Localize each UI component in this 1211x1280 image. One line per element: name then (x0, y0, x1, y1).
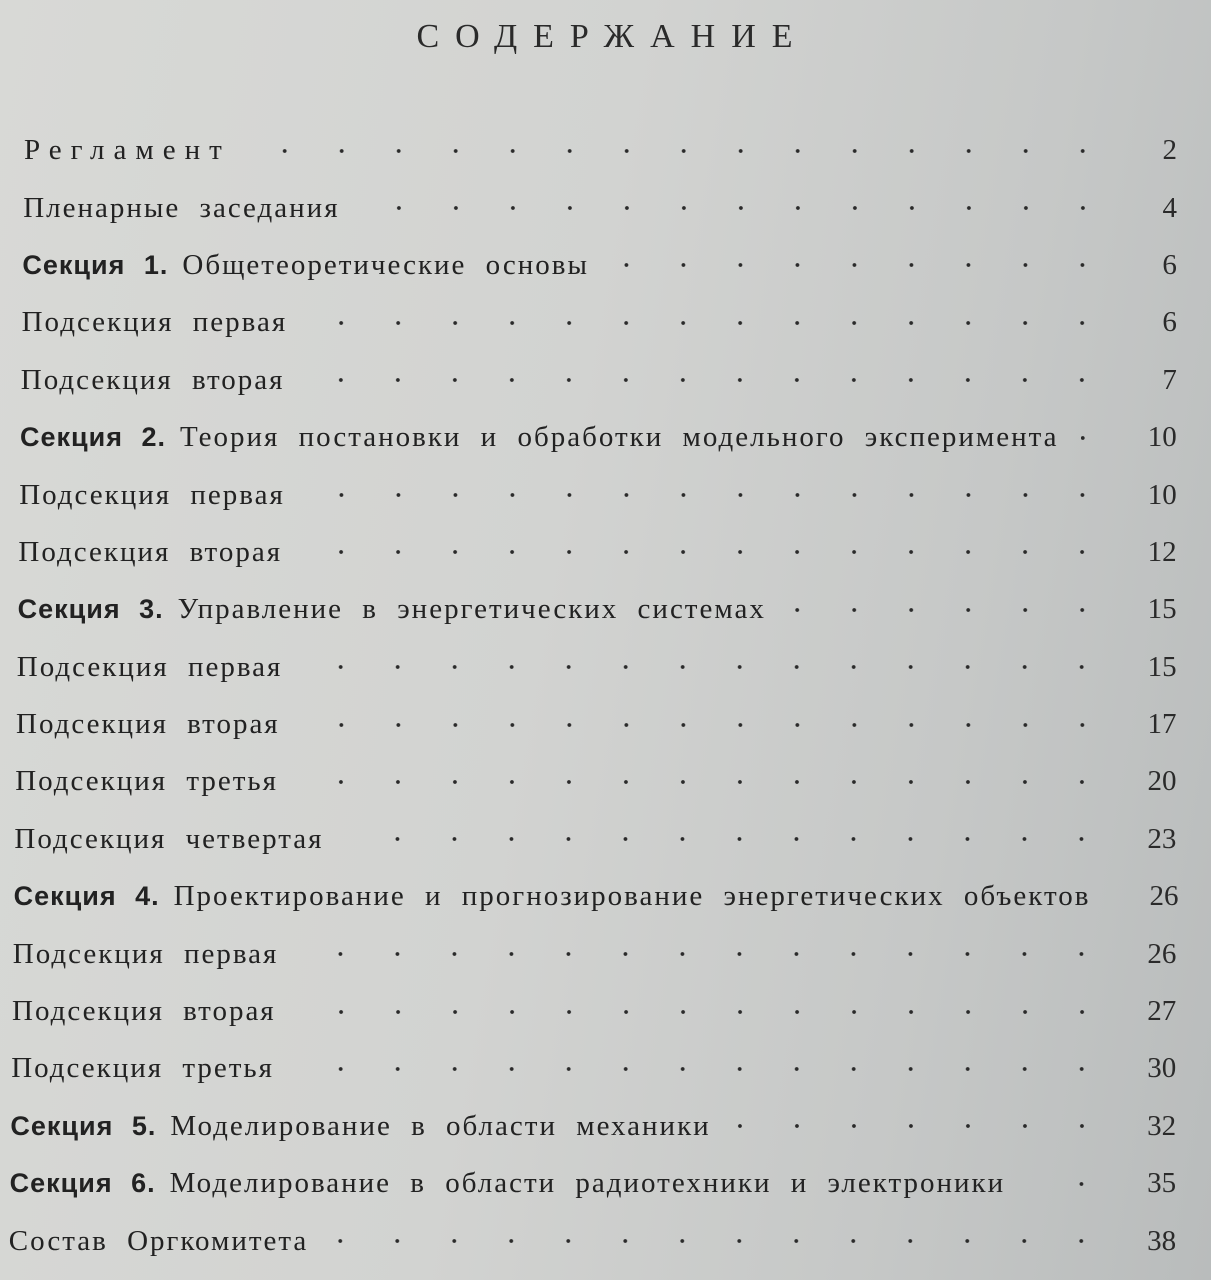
dot-leader (1081, 435, 1111, 441)
toc-entry-label (12, 995, 276, 1028)
toc-entry-label (22, 306, 288, 339)
toc-section-number: Секция 1. (22, 249, 169, 280)
toc-page-number: 12 (1147, 535, 1177, 568)
toc-entry-label (16, 708, 280, 741)
toc-entry (0, 1098, 1211, 1155)
toc-page-number: 15 (1147, 593, 1177, 626)
toc-page-number: 38 (1147, 1224, 1177, 1257)
toc-entry-title: Подсекция первая (12, 937, 279, 970)
toc-entry-label (23, 192, 339, 225)
toc-entry (0, 868, 1211, 925)
toc-page-number: 2 (1162, 134, 1177, 167)
dot-leader (298, 1009, 1111, 1015)
toc-section-number: Секция 5. (10, 1110, 157, 1141)
toc-entry (0, 1040, 1211, 1097)
toc-page-number: 32 (1147, 1109, 1177, 1142)
toc-entry-label (11, 1052, 274, 1085)
toc-page-number: 15 (1147, 650, 1177, 683)
toc-entry-title: Подсекция первая (16, 650, 283, 683)
toc-entry-title: Подсекция третья (15, 765, 279, 798)
toc-entry (0, 179, 1211, 236)
dot-leader (733, 1123, 1110, 1129)
dot-leader (307, 492, 1111, 498)
toc-entry-title: Состав Оргкомитета (8, 1224, 309, 1257)
toc-page-number: 17 (1147, 708, 1177, 741)
dot-leader (296, 1066, 1110, 1072)
toc-page-number: 7 (1162, 363, 1177, 396)
toc-section-number: Секция 3. (17, 594, 164, 625)
toc-entry-label (10, 1167, 1006, 1200)
toc-entry-label (18, 593, 766, 626)
dot-leader (304, 549, 1111, 555)
dot-leader (302, 722, 1111, 728)
toc-page-number: 10 (1147, 478, 1177, 511)
toc-page-number: 27 (1147, 995, 1177, 1028)
dot-leader (611, 262, 1111, 268)
dot-leader (330, 1238, 1110, 1244)
toc-entry-title: Подсекция вторая (20, 363, 285, 396)
dot-leader (304, 664, 1110, 670)
toc-entry-label (10, 1110, 710, 1143)
toc-page-number: 26 (1149, 880, 1179, 913)
toc-entry-title: Подсекция первая (19, 478, 285, 511)
toc-entry-label (22, 249, 589, 282)
toc-entry (0, 466, 1211, 523)
toc-entry-title: Подсекция четвертая (14, 822, 324, 855)
toc-entry-label (9, 1225, 309, 1258)
toc-page-number: 35 (1147, 1167, 1177, 1200)
toc-entry-label (19, 479, 285, 512)
toc-entry-title: Подсекция вторая (16, 708, 280, 741)
dot-leader (788, 607, 1111, 613)
dot-leader (253, 148, 1111, 154)
toc-entry (0, 294, 1211, 351)
toc-section-number: Секция 4. (13, 881, 160, 912)
toc-entry-label (14, 823, 323, 856)
toc-page-number: 30 (1147, 1052, 1177, 1085)
toc-entry (0, 983, 1211, 1040)
page-title: СОДЕРЖАНИЕ (416, 18, 809, 55)
toc-entry (0, 122, 1211, 179)
toc-entry-label (24, 134, 231, 167)
toc-page-number: 10 (1147, 421, 1177, 454)
toc-entry-title: Моделирование в области радиотехники и электроники (169, 1167, 1006, 1200)
toc-page-number: 20 (1147, 765, 1177, 798)
toc-entry-title: Теория постановки и обработки модельного эксперимента (180, 421, 1059, 454)
toc-entry (0, 925, 1211, 982)
toc-entry-title: Регламент (24, 134, 231, 167)
toc-page-number: 4 (1162, 191, 1177, 224)
dot-leader (345, 836, 1110, 842)
toc-entry-title: Подсекция вторая (18, 535, 283, 568)
toc-section-number: Секция 6. (9, 1168, 156, 1199)
dot-leader (1027, 1181, 1110, 1187)
toc-page-number: 6 (1162, 248, 1177, 281)
dot-leader (300, 951, 1110, 957)
dot-leader (309, 320, 1111, 326)
toc-entry-label (14, 880, 1091, 913)
toc-entry (0, 1212, 1211, 1269)
toc-entry (0, 811, 1211, 868)
dot-leader (306, 377, 1110, 383)
toc-entry (0, 696, 1211, 753)
toc-entry-title: Подсекция первая (21, 306, 288, 339)
dot-leader (362, 205, 1111, 211)
toc-page-number: 6 (1162, 306, 1177, 339)
toc-page-number: 26 (1147, 937, 1177, 970)
toc-entry-label (13, 938, 279, 971)
dot-leader (300, 779, 1110, 785)
toc-entry-label (20, 421, 1059, 454)
toc-entry-title: Пленарные заседания (23, 191, 340, 224)
toc-page-number: 23 (1147, 822, 1177, 855)
toc-entry-title: Подсекция третья (11, 1052, 275, 1085)
toc-entry-title: Управление в энергетических системах (177, 593, 766, 626)
toc-entry-title: Моделирование в области механики (170, 1109, 711, 1142)
toc-entry-label (17, 651, 283, 684)
table-of-contents (0, 122, 1211, 1270)
toc-entry (0, 639, 1211, 696)
toc-entry (0, 237, 1211, 294)
toc-section-number: Секция 2. (20, 422, 166, 453)
toc-entry-label (15, 765, 278, 798)
toc-entry-title: Общетеоретические основы (182, 248, 589, 281)
toc-entry (0, 524, 1211, 581)
toc-entry-label (21, 364, 285, 397)
toc-entry (0, 409, 1211, 466)
toc-entry-title: Подсекция вторая (12, 995, 276, 1028)
toc-entry (0, 352, 1211, 409)
toc-entry (0, 753, 1211, 810)
toc-entry (0, 581, 1211, 638)
toc-entry-title: Проектирование и прогнозирование энергетических объектов (173, 880, 1091, 913)
toc-entry-label (18, 536, 282, 569)
toc-entry (0, 1155, 1211, 1212)
